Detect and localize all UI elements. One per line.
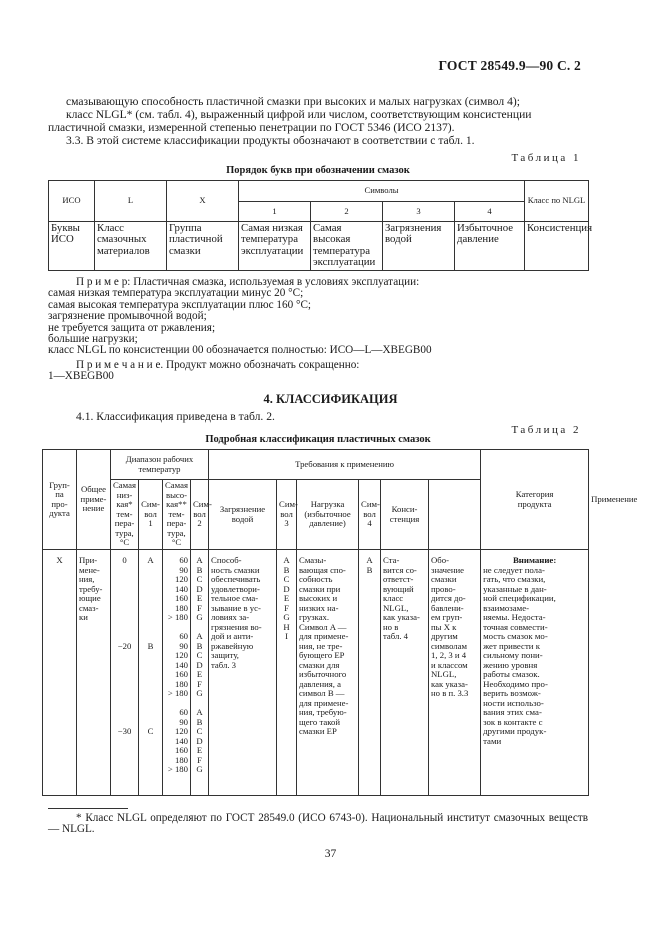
- t2-load-cell: Смазы- вающая спо- собность смазки при высоких и низких на- грузках. Символ A — для примене- ния, не тре- бующего EP смазки для избыточного давления, а символ B — для примене- ния, требую- щего такой смазки EP: [297, 550, 359, 796]
- t2-header-general: Общее приме- нение: [77, 450, 111, 550]
- t2-header-symbol3: Сим- вол 3: [277, 480, 297, 550]
- t2-header-symbol2: Сим- вол 2: [191, 480, 209, 550]
- t2-header-requirements: Требования к применению: [209, 450, 481, 480]
- intro-line: смазывающую способность пластичной смазки при высоких и малых нагрузках (символ 4);: [66, 95, 520, 108]
- t2-header-range: Диапазон рабочих температур: [111, 450, 209, 480]
- example-line: загрязнение промывочной водой;: [48, 310, 207, 323]
- page-number: 37: [324, 848, 337, 860]
- t2-header-low-temp: Самая низ- кая* тем- пера- тура, °С: [111, 480, 139, 550]
- t2-header-symbol1: Сим- вол 1: [139, 480, 163, 550]
- t1-header-x: X: [167, 181, 239, 222]
- intro-line: 3.3. В этой системе классификации продукты обозначают в соответствии с табл. 1.: [66, 134, 475, 147]
- t1-cell: Группа пластичной смазки: [167, 222, 239, 271]
- t1-cell: Загрязнения водой: [383, 222, 455, 271]
- t1-header-symbols: Символы: [239, 181, 525, 202]
- t2-symbol1-cell: A B C: [139, 550, 163, 796]
- t2-application-title: Внимание:: [512, 555, 557, 565]
- table1-caption: Таблица 1: [511, 152, 581, 164]
- note-line: 1—XBEGB00: [48, 370, 114, 383]
- section-title: 4. КЛАССИФИКАЦИЯ: [263, 392, 398, 406]
- table2-caption: Таблица 2: [511, 424, 581, 436]
- t2-application-cell: [481, 550, 589, 796]
- t1-cell: Самая низкая температура эксплуатации: [239, 222, 311, 271]
- t2-general-cell: При- мене- ния, требу- ющие смаз- ки: [77, 550, 111, 796]
- example-line: класс NLGL по консистенции 00 обозначается полностью: ИСО—L—XBEGB00: [48, 344, 432, 357]
- t2-group-cell: X: [43, 550, 77, 796]
- table2: Груп- па про- дукта Общее приме- нение Диапазон рабочих температур Требования к применению Категория продукта Применение Самая низ- кая* тем- пера- тура, °С Сим- вол 1 Самая высо- кая** тем- пера- тура, °С Сим- вол 2 Загрязнение водой Сим- вол 3 Нагрузка (избыточное давление) Сим- вол 4 Конси- стенция X При- мене- ния, требу- ющие смаз- ки 0 −20 −30 A B C 60 90 120 140 160 180 > 180 60 90 120 140 160 180 > 180 60 90 120 140 160 180 > 180 A B C D E F G A B C D E F G A B C D E F G Способ- ность смазки обеспечивать удовлетвори- тельное сма- зывание в ус- ловиях за- грязнения во- дой и анти- ржавейную защиту, табл. 3 A B C D E F G H I Смазы- вающая спо- собность смазки при высоких и низких на- грузках. Символ A — для примене- ния, не тре- бующего EP смазки для избыточного давления, а символ B — для примене- ния, требую- щего такой смазки EP A B Ста- вится со- ответст- вующий класс NLGL, как указа- но в табл. 4 Обо- значение смазки прово- дится до- бавлени- ем груп- пы X к другим символам 1, 2, 3 и 4 и классом NLGL, как указа- но в п. 3.3 Внимание: не следует пола- гать, что смазки, указанные в дан- ной спецификации, взаимозаме- няемы. Недоста- точная совмести- мость смазок мо- жет привести к сильному пони- жению уровня работы смазок. Необходимо про- верить возмож- ности использо- вания этих сма- зок в контакте с другими продук- тами: [42, 449, 589, 796]
- table2-title: Подробная классификация пластичных смазок: [205, 434, 431, 445]
- t1-cell: Самая высокая температура эксплуатации: [311, 222, 383, 271]
- t2-low-temp-cell: 0 −20 −30: [111, 550, 139, 796]
- example-line: П р и м е р: Пластичная смазка, используемая в условиях эксплуатации:: [76, 276, 420, 288]
- t2-water-cell: Способ- ность смазки обеспечивать удовлетвори- тельное сма- зывание в ус- ловиях за- грязнения во- дой и анти- ржавейную защиту, табл. 3: [209, 550, 277, 796]
- example-line: не требуется защита от ржавления;: [48, 321, 216, 334]
- example-line: самая низкая температура эксплуатации минус 20 °С;: [48, 287, 304, 300]
- t2-header-load: Нагрузка (избыточное давление): [297, 480, 359, 550]
- t1-header-n4: 4: [455, 202, 525, 222]
- t2-application-text: не следует пола- гать, что смазки, указанные в дан- ной спецификации, взаимозаме- няемы. Недоста- точная совмести- мость смазок мо- жет привести к сильному пони- жению уровня работы смазок. Необходимо про- верить возмож- ности использо- вания этих сма- зок в контакте с другими продук- тами: [483, 564, 556, 746]
- t1-cell: Консистенция: [525, 222, 589, 271]
- t2-header-high-temp: Самая высо- кая** тем- пера- тура, °С: [163, 480, 191, 550]
- note-line: П р и м е ч а н и е. Продукт можно обозначать сокращенно:: [76, 358, 360, 371]
- t1-cell: Избыточное давление: [455, 222, 525, 271]
- t2-header-water: Загрязнение водой: [209, 480, 277, 550]
- table1: [48, 180, 593, 271]
- t2-high-temp-cell: 60 90 120 140 160 180 > 180 60 90 120 140 160 180 > 180 60 90 120 140 160 180 > 180: [163, 550, 191, 796]
- t2-symbol2-cell: A B C D E F G A B C D E F G A B C D E F G: [191, 550, 209, 796]
- intro-line: пластичной смазки, измеренной степенью пенетрации по ГОСТ 5346 (ИСО 2137).: [48, 121, 455, 134]
- example-line: самая высокая температура эксплуатации плюс 160 °С;: [48, 298, 312, 311]
- intro-text: [48, 95, 583, 147]
- section-paragraph: 4.1. Классификация приведена в табл. 2.: [76, 410, 275, 423]
- t1-header-l: L: [95, 181, 167, 222]
- t1-header-n3: 3: [383, 202, 455, 222]
- t2-header-group: Груп- па про- дукта: [43, 450, 77, 550]
- t1-cell: Буквы ИСО: [49, 222, 95, 271]
- t1-header-n2: 2: [311, 202, 383, 222]
- footnote: * Класс NLGL определяют по ГОСТ 28549.0 (ИСО 6743-0). Национальный институт смазочных веществ — NLGL.: [48, 812, 588, 836]
- t1-header-class: Класс по NLGL: [525, 181, 589, 222]
- t2-symbol3-cell: A B C D E F G H I: [277, 550, 297, 796]
- t1-header-n1: 1: [239, 202, 311, 222]
- t1-header-iso: ИСО: [49, 181, 95, 222]
- example-block: [48, 277, 588, 383]
- t2-consistency-cell: Ста- вится со- ответст- вующий класс NLGL, как указа- но в табл. 4: [381, 550, 429, 796]
- t2-header-symbol4: Сим- вол 4: [359, 480, 381, 550]
- intro-line: класс NLGL* (см. табл. 4), выраженный цифрой или числом, соответствующим консистенции: [66, 108, 532, 121]
- t1-cell: Класс смазочных материалов: [95, 222, 167, 271]
- footnote-rule: [48, 808, 128, 809]
- example-line: большие нагрузки;: [48, 333, 138, 346]
- table1-title: Порядок букв при обозначении смазок: [226, 165, 410, 176]
- t2-category-cell: Обо- значение смазки прово- дится до- бавлени- ем груп- пы X к другим символам 1, 2, 3 и 4 и классом NLGL, как указа- но в п. 3.3: [429, 550, 481, 796]
- t2-header-category: Категория продукта: [481, 450, 589, 550]
- t2-header-consistency: Конси- стенция: [381, 480, 429, 550]
- t2-symbol4-cell: A B: [359, 550, 381, 796]
- running-header: ГОСТ 28549.9—90 С. 2: [438, 58, 581, 73]
